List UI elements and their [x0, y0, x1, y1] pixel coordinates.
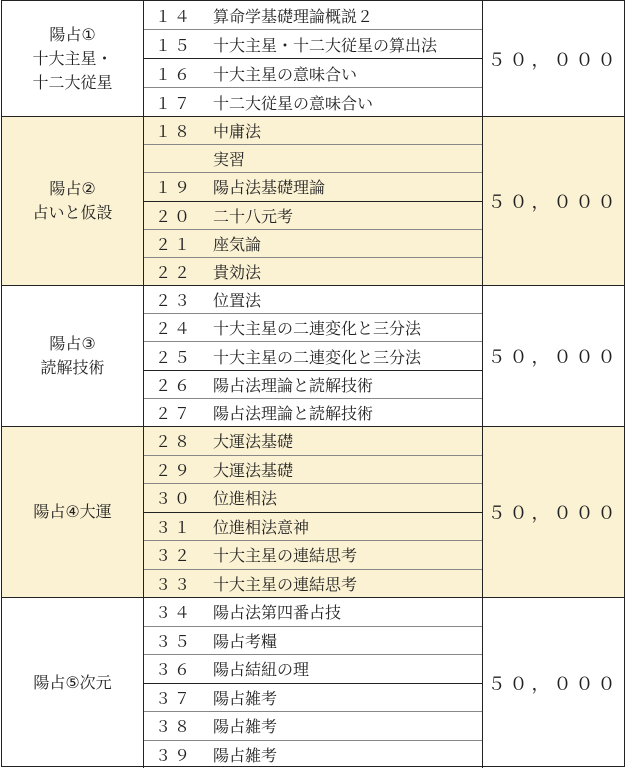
lesson-number: ２８: [155, 432, 194, 452]
lesson-title: 大運法基礎: [213, 460, 294, 480]
lesson-title: 陽占法理論と読解技術: [213, 375, 374, 395]
section-name-line: 読解技術: [40, 358, 105, 377]
lesson-title: 十大主星の意味合い: [213, 64, 358, 84]
lesson-row: [144, 172, 482, 200]
lesson-number: ２３: [155, 291, 194, 311]
lesson-row: [144, 711, 482, 740]
lesson-row: [144, 87, 482, 116]
lesson-title: 陽占法理論と読解技術: [213, 403, 374, 423]
section-name: [2, 598, 144, 768]
lesson-title: 算命学基礎理論概説２: [213, 6, 374, 26]
lesson-number: １８: [155, 122, 194, 142]
lesson-title: 陽占雑考: [213, 717, 278, 737]
lesson-title: 陽占雑考: [213, 688, 278, 708]
lesson-number: ２９: [155, 460, 194, 480]
lesson-row: [144, 144, 482, 172]
section-name: [2, 1, 144, 116]
lesson-row: [144, 598, 482, 626]
lesson-title: 陽占法基礎理論: [213, 178, 326, 198]
lesson-title: 陽占結紐の理: [213, 660, 310, 680]
lesson-number: ２４: [155, 319, 194, 339]
section-name: [2, 286, 144, 426]
lesson-number: ２０: [155, 206, 194, 226]
lesson-number: ３４: [155, 603, 194, 623]
lesson-list: [144, 598, 483, 768]
lesson-title: 二十八元考: [213, 206, 294, 226]
lesson-list: [144, 427, 483, 597]
lesson-row: [144, 1, 482, 29]
lesson-title: 十大主星の連結思考: [213, 574, 358, 594]
lesson-list: [144, 286, 483, 426]
lesson-title: 十大主星の連結思考: [213, 546, 358, 566]
section-price: ５０，０００: [487, 674, 620, 695]
lesson-number: ３５: [155, 631, 194, 651]
section-name-line: 陽占④大運: [33, 502, 112, 521]
lesson-title: 十二大従星の意味合い: [213, 93, 374, 113]
lesson-row: [144, 229, 482, 257]
lesson-number: ３３: [155, 574, 194, 594]
lesson-row: [144, 398, 482, 426]
lesson-row: [144, 455, 482, 484]
curriculum-table: [1, 0, 625, 767]
section-name: [2, 427, 144, 597]
lesson-row: [144, 626, 482, 655]
lesson-title: 十大主星・十二大従星の算出法: [213, 35, 438, 55]
section-name-line: 十二大従星: [32, 72, 113, 92]
lesson-row: [144, 483, 482, 512]
lesson-number: １４: [155, 6, 194, 26]
lesson-title: 陽占考糧: [213, 631, 278, 651]
section-price: ５０，０００: [487, 192, 620, 213]
lesson-list: [144, 117, 483, 285]
lesson-row: [144, 654, 482, 683]
lesson-title: 陽占法第四番占技: [213, 603, 342, 623]
lesson-title: 位進相法意神: [213, 517, 310, 537]
section-price: ５０，０００: [487, 503, 620, 524]
section-name-line: 陽占①: [49, 24, 96, 44]
lesson-row: [144, 117, 482, 144]
lesson-row: [144, 683, 482, 712]
lesson-row: [144, 740, 482, 768]
lesson-row: [144, 341, 482, 369]
course-section: [2, 1, 624, 116]
lesson-title: 陽占雑考: [213, 745, 278, 765]
lesson-number: １９: [155, 178, 194, 198]
lesson-title: 十大主星の二連変化と三分法: [213, 347, 422, 367]
lesson-number: １６: [155, 64, 194, 84]
section-name-line: 陽占⑤次元: [33, 673, 112, 692]
lesson-title: 十大主星の二連変化と三分法: [213, 319, 422, 339]
section-price: ５０，０００: [487, 347, 620, 368]
lesson-title: 位進相法: [213, 489, 278, 509]
section-name-line: 陽占②: [49, 179, 96, 198]
lesson-number: ３１: [155, 517, 194, 537]
lesson-title: 貴効法: [213, 262, 262, 282]
lesson-row: [144, 257, 482, 285]
lesson-number: １５: [155, 35, 194, 55]
lesson-number: ２５: [155, 347, 194, 367]
lesson-row: [144, 201, 482, 229]
lesson-number: ３９: [155, 745, 194, 765]
lesson-row: [144, 29, 482, 58]
lesson-row: [144, 58, 482, 87]
course-section: [2, 116, 624, 285]
lesson-title: 大運法基礎: [213, 432, 294, 452]
lesson-row: [144, 370, 482, 398]
lesson-row: [144, 286, 482, 313]
lesson-number: ３２: [155, 546, 194, 566]
lesson-number: ２６: [155, 375, 194, 395]
lesson-title: 中庸法: [213, 122, 262, 142]
lesson-title: 座気論: [213, 234, 262, 254]
course-section: [2, 426, 624, 597]
course-section: [2, 285, 624, 426]
lesson-row: [144, 512, 482, 541]
lesson-title: 位置法: [213, 291, 262, 311]
lesson-list: [144, 1, 483, 116]
lesson-number: ３６: [155, 660, 194, 680]
section-name-line: 十大主星・: [32, 48, 113, 68]
section-name-line: 占いと仮設: [32, 203, 113, 222]
lesson-title: 実習: [213, 150, 246, 170]
lesson-number: ３０: [155, 489, 194, 509]
lesson-number: ２１: [155, 234, 194, 254]
lesson-number: ３８: [155, 717, 194, 737]
section-name-line: 陽占③: [49, 334, 96, 353]
lesson-number: １７: [155, 93, 194, 113]
lesson-row: [144, 427, 482, 455]
lesson-row: [144, 569, 482, 598]
lesson-number: ３７: [155, 688, 194, 708]
lesson-row: [144, 540, 482, 569]
lesson-number: ２２: [155, 262, 194, 282]
section-name: [2, 117, 144, 285]
section-price: ５０，０００: [487, 49, 620, 71]
lesson-row: [144, 313, 482, 341]
course-section: [2, 597, 624, 768]
lesson-number: ２７: [155, 403, 194, 423]
